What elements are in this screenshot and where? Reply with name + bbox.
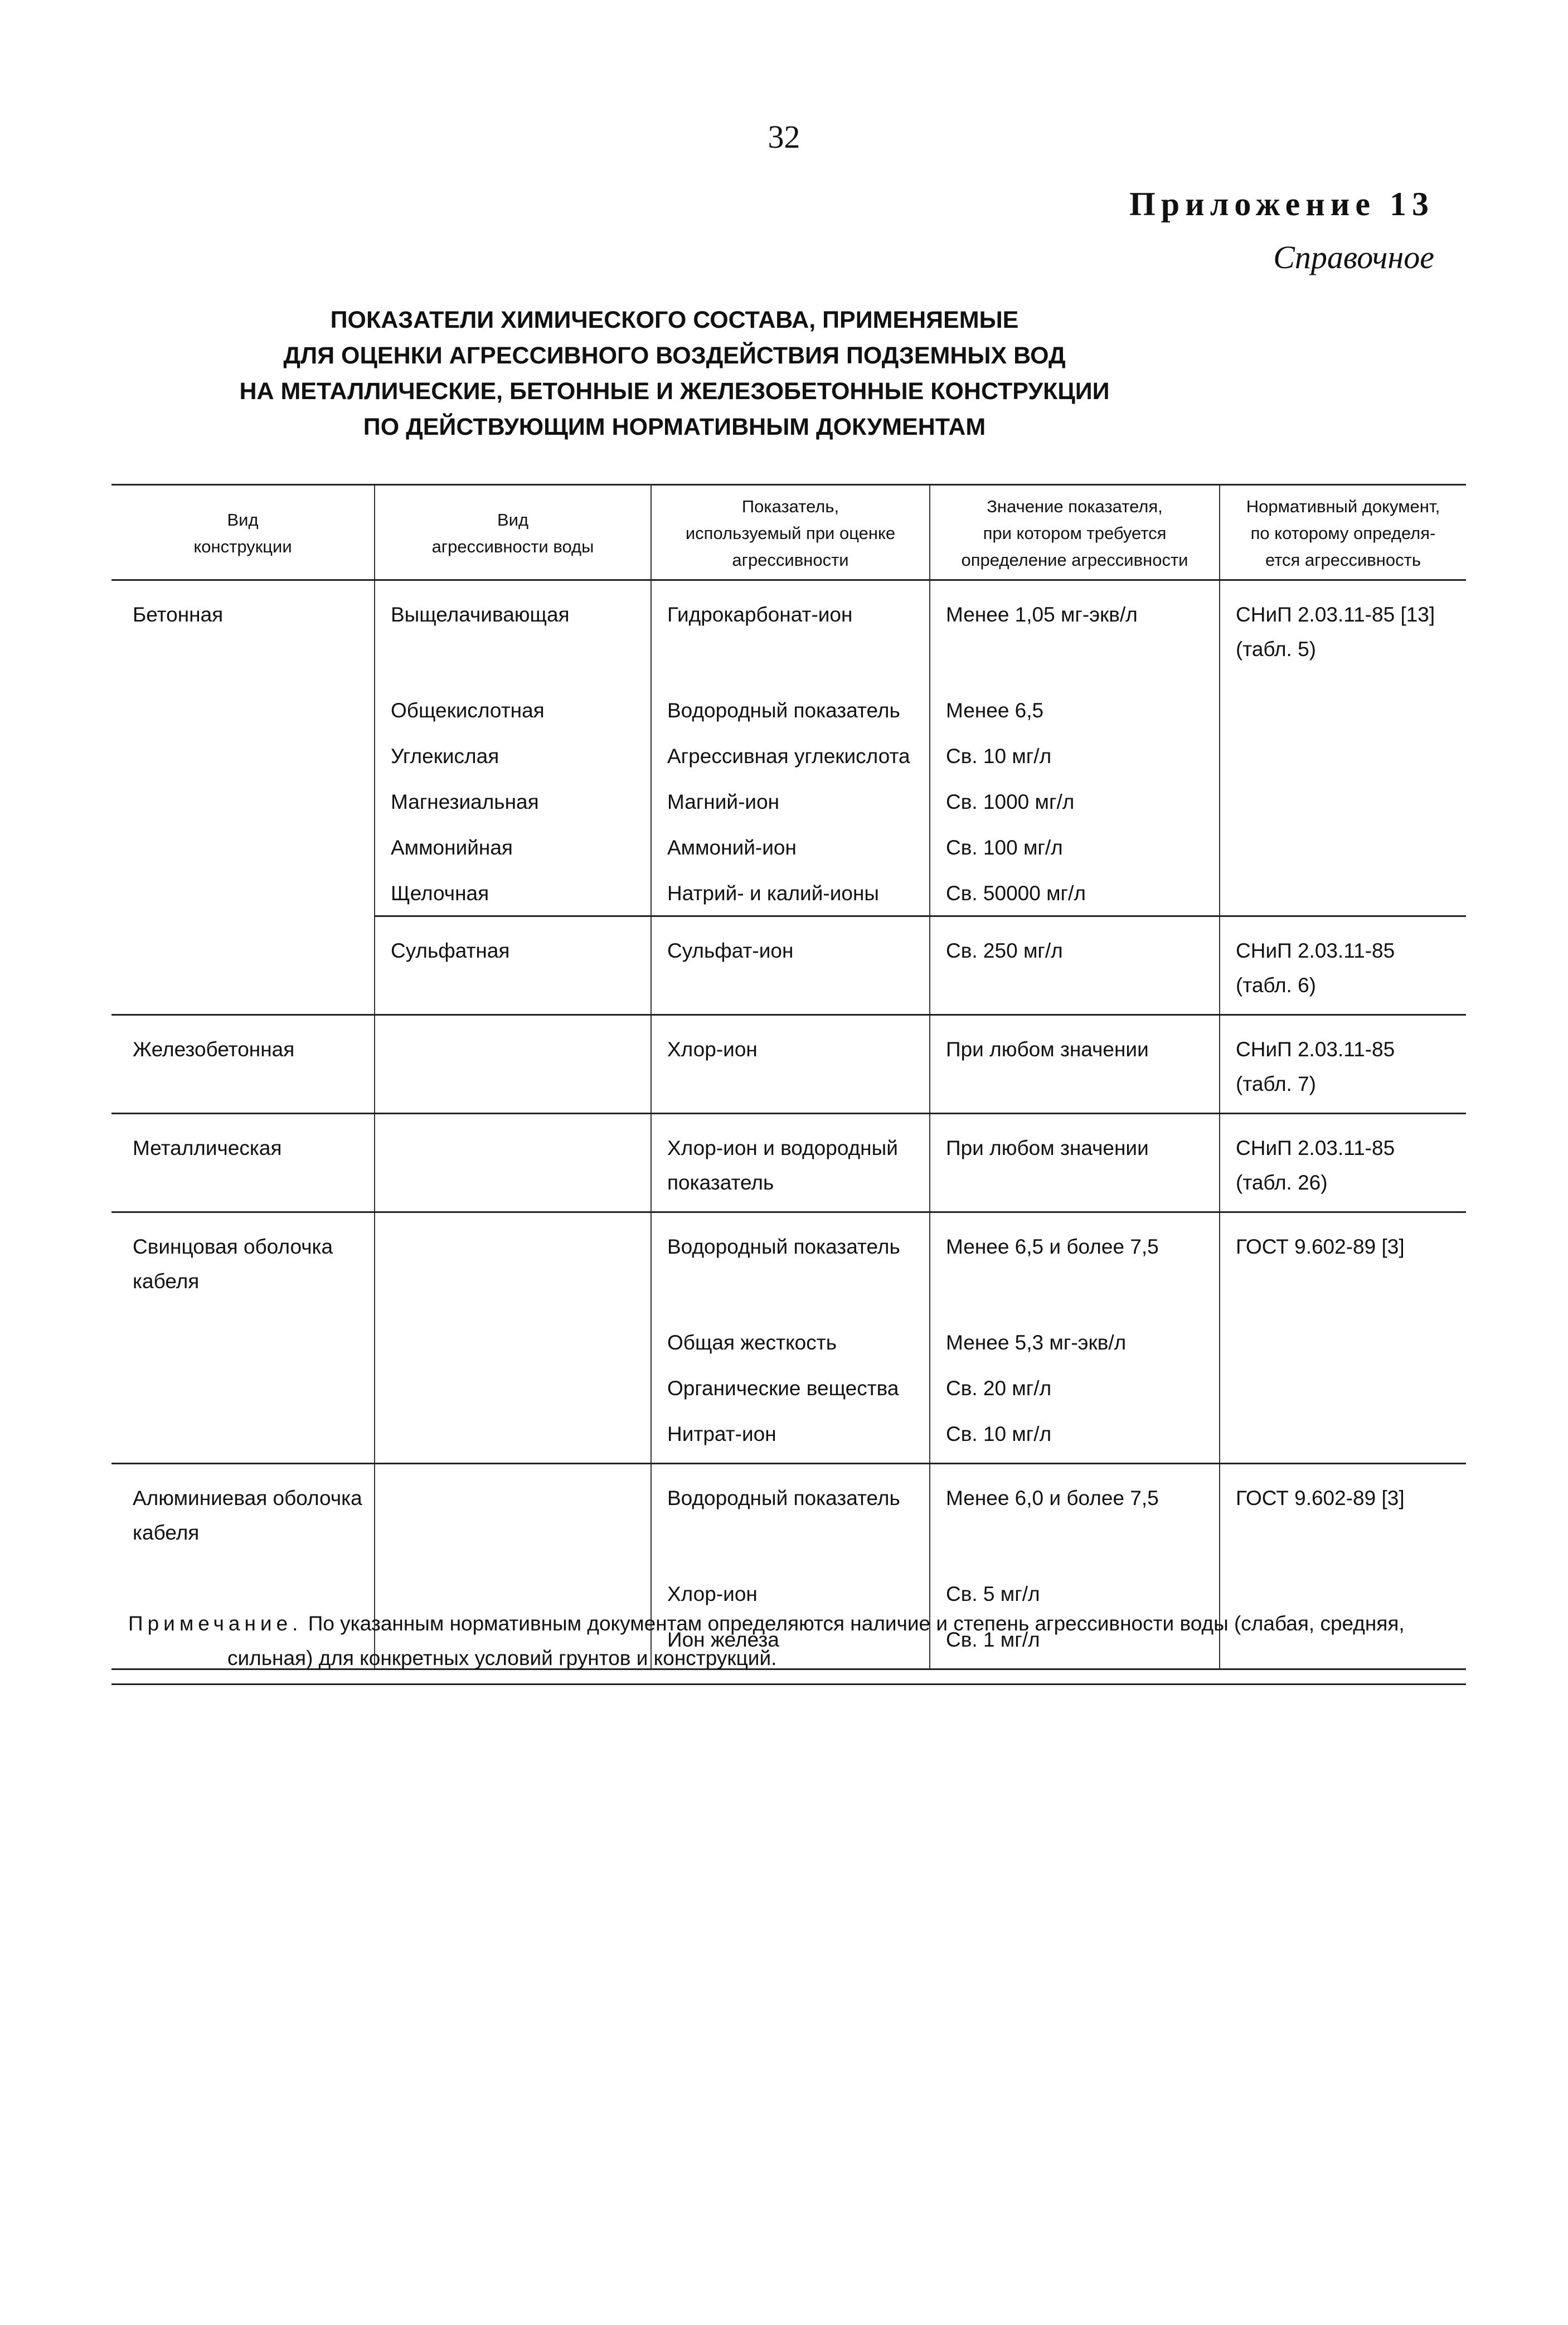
table-row — [111, 1464, 1466, 1555]
title-line: ПОКАЗАТЕЛИ ХИМИЧЕСКОГО СОСТАВА, ПРИМЕНЯЕМЫЕ — [330, 307, 1019, 333]
cell-indicator: Магний-ион — [651, 778, 930, 824]
cell-indicator: Органические вещества — [651, 1365, 930, 1410]
document-title — [167, 302, 1182, 445]
table-header-row — [111, 485, 1466, 580]
appendix-title: Приложение 13 — [1129, 186, 1434, 222]
cell-value: При любом значении — [930, 1114, 1220, 1212]
cell-aggressiveness: Углекислая — [375, 732, 651, 778]
cell-document: СНиП 2.03.11-85 (табл. 26) — [1220, 1114, 1466, 1212]
cell-aggressiveness: Магнезиальная — [375, 778, 651, 824]
cell-document: СНиП 2.03.11-85 (табл. 7) — [1220, 1015, 1466, 1114]
cell-aggressiveness — [375, 1114, 651, 1212]
cell-indicator: Гидрокарбонат-ион — [651, 580, 930, 672]
cell-value: Св. 5 мг/л — [930, 1555, 1220, 1616]
table-row — [111, 1365, 1466, 1410]
table-row — [111, 1212, 1466, 1304]
cell-aggressiveness: Выщелачивающая — [375, 580, 651, 672]
cell-value: Св. 10 мг/л — [930, 732, 1220, 778]
cell-aggressiveness: Аммонийная — [375, 824, 651, 870]
note-text-line2: сильная) для конкретных условий грунтов и конструкций. — [227, 1647, 777, 1669]
cell-construction: Свинцовая оболочка кабеля — [133, 1235, 333, 1293]
cell-indicator: Агрессивная углекислота — [651, 732, 930, 778]
table-row — [111, 870, 1466, 916]
appendix-subtitle: Справочное — [1273, 239, 1434, 275]
cell-construction: Алюминиевая оболочка кабеля — [133, 1487, 362, 1544]
cell-indicator: Хлор-ион и водородный показатель — [651, 1114, 930, 1212]
cell-value: Св. 50000 мг/л — [930, 870, 1220, 916]
cell-value: Св. 100 мг/л — [930, 824, 1220, 870]
table-row — [111, 580, 1466, 672]
title-line: ПО ДЕЙСТВУЮЩИМ НОРМАТИВНЫМ ДОКУМЕНТАМ — [363, 414, 986, 440]
cell-aggressiveness: Сульфатная — [375, 916, 651, 1015]
cell-aggressiveness — [375, 1015, 651, 1114]
header-document: Нормативный документ, по которому определя- ется агрессивность — [1220, 485, 1466, 580]
table-row — [111, 671, 1466, 732]
cell-aggressiveness — [375, 1464, 651, 1555]
cell-document: ГОСТ 9.602-89 [3] — [1220, 1212, 1466, 1304]
cell-indicator: Хлор-ион — [651, 1015, 930, 1114]
cell-indicator: Нитрат-ион — [651, 1410, 930, 1464]
cell-value: Св. 250 мг/л — [930, 916, 1220, 1015]
cell-document: ГОСТ 9.602-89 [3] — [1220, 1464, 1466, 1555]
header-value: Значение показателя, при котором требуется определение агрессивности — [930, 485, 1220, 580]
table-row — [111, 778, 1466, 824]
title-line: ДЛЯ ОЦЕНКИ АГРЕССИВНОГО ВОЗДЕЙСТВИЯ ПОДЗЕМНЫХ ВОД — [283, 342, 1066, 369]
table-row — [111, 1015, 1466, 1114]
cell-value: Св. 1000 мг/л — [930, 778, 1220, 824]
cell-indicator: Водородный показатель — [651, 1464, 930, 1555]
cell-indicator: Общая жесткость — [651, 1303, 930, 1365]
cell-indicator: Аммоний-ион — [651, 824, 930, 870]
header-construction: Вид конструкции — [111, 485, 375, 580]
cell-value: Св. 1 мг/л — [930, 1616, 1220, 1669]
table-row — [111, 1303, 1466, 1365]
table-row — [111, 732, 1466, 778]
cell-aggressiveness: Щелочная — [375, 870, 651, 916]
table-row — [111, 916, 1466, 1015]
cell-document: СНиП 2.03.11-85 (табл. 6) — [1220, 916, 1466, 1015]
note-label: Примечание. — [128, 1612, 303, 1635]
title-line: НА МЕТАЛЛИЧЕСКИЕ, БЕТОННЫЕ И ЖЕЛЕЗОБЕТОННЫЕ КОНСТРУКЦИИ — [239, 378, 1110, 405]
note-text-line1: По указанным нормативным документам определяются наличие и степень агрессивности воды (слабая, средняя, — [308, 1612, 1405, 1635]
indicators-table — [111, 484, 1466, 1670]
cell-aggressiveness — [375, 1212, 651, 1304]
page-number: 32 — [768, 119, 800, 155]
header-indicator: Показатель, используемый при оценке агрессивности — [651, 485, 930, 580]
cell-value: Св. 10 мг/л — [930, 1410, 1220, 1464]
cell-value: Менее 6,5 и более 7,5 — [930, 1212, 1220, 1304]
table-row — [111, 1410, 1466, 1464]
cell-indicator: Сульфат-ион — [651, 916, 930, 1015]
cell-indicator: Хлор-ион — [651, 1555, 930, 1616]
cell-indicator: Ион железа — [651, 1616, 930, 1669]
cell-indicator: Водородный показатель — [651, 1212, 930, 1304]
cell-value: Менее 6,5 — [930, 671, 1220, 732]
cell-value: Менее 6,0 и более 7,5 — [930, 1464, 1220, 1555]
cell-indicator: Натрий- и калий-ионы — [651, 870, 930, 916]
table-note — [111, 1606, 1466, 1685]
header-aggressiveness: Вид агрессивности воды — [375, 485, 651, 580]
cell-construction: Металлическая — [111, 1114, 375, 1212]
table-row — [111, 824, 1466, 870]
cell-value: Св. 20 мг/л — [930, 1365, 1220, 1410]
cell-value: При любом значении — [930, 1015, 1220, 1114]
cell-value: Менее 5,3 мг-экв/л — [930, 1303, 1220, 1365]
cell-value: Менее 1,05 мг-экв/л — [930, 580, 1220, 672]
cell-construction: Железобетонная — [111, 1015, 375, 1114]
cell-construction: Бетонная — [133, 603, 224, 626]
cell-document: СНиП 2.03.11-85 [13] (табл. 5) — [1220, 580, 1466, 672]
cell-indicator: Водородный показатель — [651, 671, 930, 732]
cell-aggressiveness: Общекислотная — [375, 671, 651, 732]
table-row — [111, 1114, 1466, 1212]
